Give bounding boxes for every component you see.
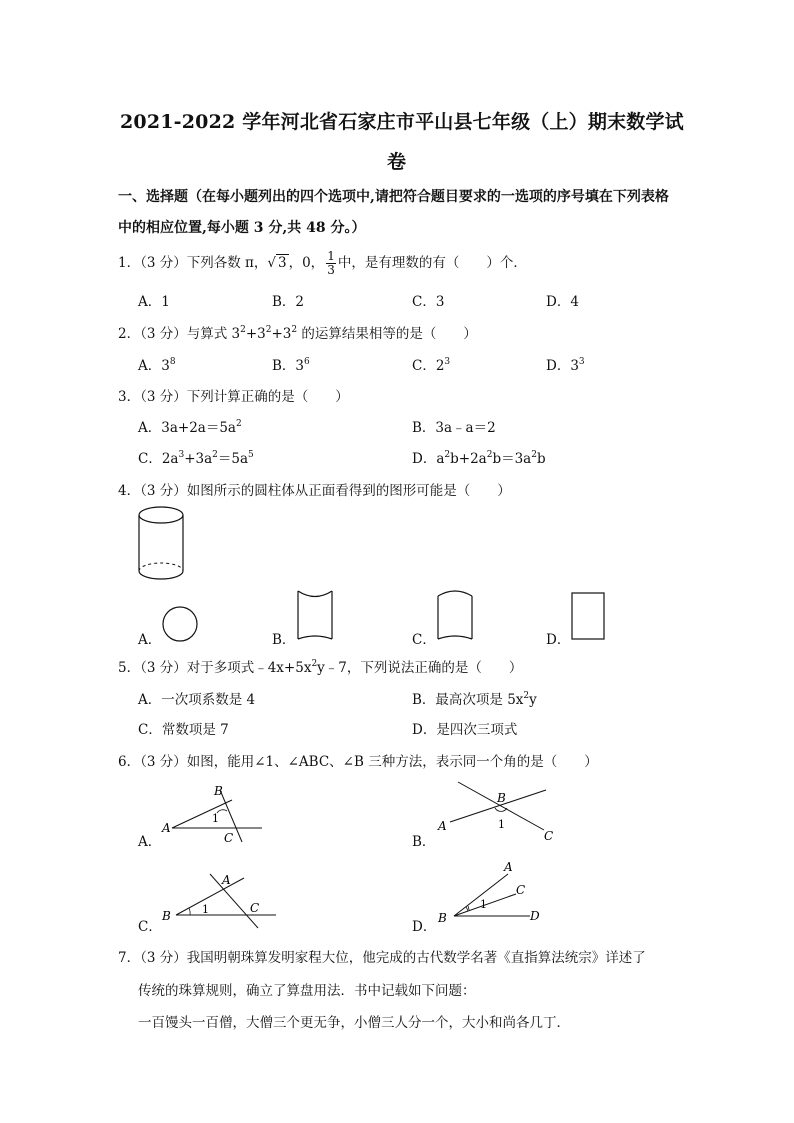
q5-option-b: B．最高次项是 $5x^2y$ [412,691,537,708]
q1-option-a: A．1 [138,294,170,310]
point-label-b: B [162,909,171,923]
point-label-c: C [224,831,234,845]
paper-title-line1: 2021-2022 学年河北省石家庄市平山县七年级（上）期末数学试 [120,111,684,133]
q3-option-a: A．$3a+2a=5a^2$ [138,419,242,436]
q2-option-a: A．$3^8$ [138,357,176,374]
section-heading-line2: 中的相应位置,每小题 3 分,共 48 分。） [118,220,366,236]
sqrt-expression: √ 3 [267,255,287,271]
point-label-a: A [162,821,171,835]
q3-option-c: C．$2a^3+3a^2=5a^5$ [138,450,254,467]
question-6-stem: 6．（3 分）如图，能用∠1、∠ABC、∠B 三种方法，表示同一个角的是（ ） [118,754,598,770]
q6-option-d-label: D． [412,919,437,935]
q3-option-d: D．$a^2b+2a^2b=3a^2b$ [412,450,546,467]
q5-option-d: D．是四次三项式 [412,722,518,738]
question-7-line1: 7．（3 分）我国明朝珠算发明家程大位，他完成的古代数学名著《直指算法统宗》详述了 [118,950,646,966]
angle-figure-option-b [432,776,562,844]
q4-option-c-label: C． [412,632,436,648]
angle-label-1: 1 [212,812,219,825]
point-label-b: B [214,784,223,798]
question-3-stem: 3．（3 分）下列计算正确的是（ ） [118,389,349,405]
point-label-b: B [497,791,506,805]
q3-option-b: B．3a﹣a＝2 [412,420,496,436]
rectangle-shape-option-d [569,590,609,642]
angle-figure-option-c [158,866,278,932]
q4-option-a-label: A． [138,632,162,648]
curved-rect-shape-option-b [295,588,335,642]
paper-title-line2: 卷 [387,151,407,173]
q5-option-c: C．常数项是 7 [138,722,229,738]
point-label-a: A [438,819,447,833]
angle-figure-option-d [432,858,552,930]
point-label-a: A [222,873,231,887]
q1-option-c: C．3 [412,294,445,310]
question-7-line2: 传统的珠算规则，确立了算盘用法．书中记载如下问题： [138,983,476,999]
q1-option-b: B．2 [272,294,305,310]
question-1-stem: 1．（3 分）下列各数 π，√ 3 ，0， $\frac{1}{3}$ 中，是有理数的有（ ）个． [118,249,527,277]
question-5-stem: 5．（3 分）对于多项式$﹣4x+5x^2y﹣7$，下列说法正确的是（ ） [118,659,523,676]
angle-label-1: 1 [498,818,505,831]
q6-option-a-label: A． [138,834,162,850]
point-label-c: C [516,883,526,897]
point-label-a: A [504,860,513,874]
point-label-d: D [530,909,540,923]
q5-option-a: A．一次项系数是 4 [138,692,256,708]
point-label-b: B [438,911,447,925]
curved-rect-shape-option-c [435,588,475,642]
circle-shape-option-a [160,604,200,644]
q4-option-d-label: D． [546,632,571,648]
q6-option-c-label: C． [138,919,162,935]
point-label-c: C [250,901,260,915]
question-2-stem: 2．（3 分）与算式 $3^2+3^2+3^2$ 的运算结果相等的是（ ） [118,325,477,342]
q2-option-c: C．$2^3$ [412,357,451,374]
fraction-one-third: $\frac{1}{3}$ [327,249,335,277]
question-7-line3: 一百馒头一百僧，大僧三个更无争，小僧三人分一个，大小和尚各几丁． [138,1015,570,1031]
section-heading-line1: 一、选择题（在每小题列出的四个选项中,请把符合题目要求的一选项的序号填在下列表格 [118,189,669,205]
q4-option-b-label: B． [272,632,296,648]
question-4-stem: 4．（3 分）如图所示的圆柱体从正面看得到的图形可能是（ ） [118,483,511,499]
q2-option-b: B．$3^6$ [272,357,310,374]
point-label-c: C [544,829,554,843]
q6-option-b-label: B． [412,834,436,850]
angle-label-1: 1 [480,898,487,911]
q2-option-d: D．$3^3$ [546,357,585,374]
angle-label-1: 1 [202,903,209,916]
q1-option-d: D．4 [546,294,579,310]
cylinder-figure [136,504,188,586]
angle-figure-option-a [158,780,270,846]
